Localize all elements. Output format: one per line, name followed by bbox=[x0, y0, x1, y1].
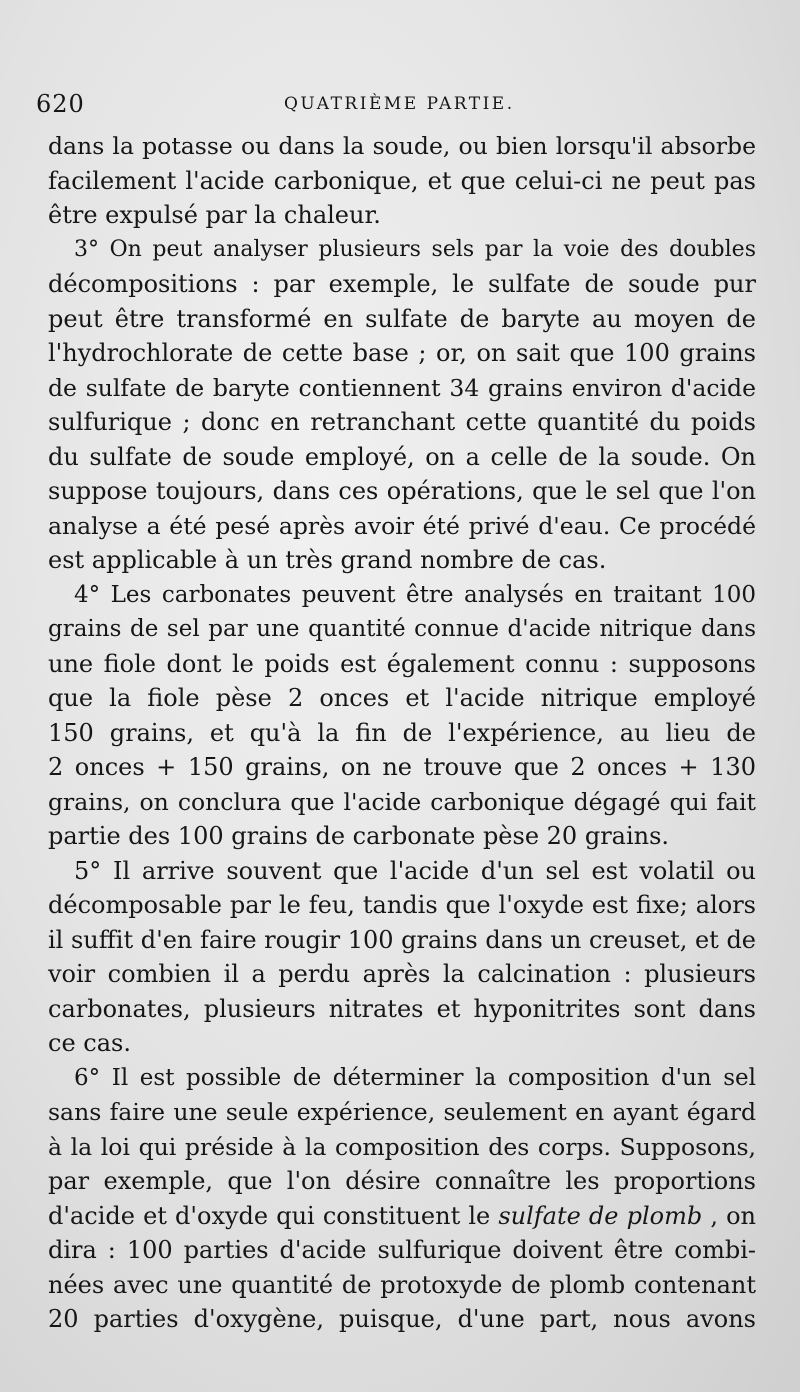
text-line: dans la potasse ou dans la soude, ou bien lorsqu'il absorbe bbox=[48, 132, 756, 160]
text-fragment: , on bbox=[710, 1201, 756, 1230]
text-line: partie des 100 grains de carbonate pèse 20 grains. bbox=[48, 822, 670, 850]
text-line: il suffit d'en faire rougir 100 grains dans un creuset, et de bbox=[48, 925, 757, 954]
paragraph-continuation bbox=[48, 129, 756, 233]
text-line: décompositions : par exemple, le sulfate de soude pur bbox=[48, 270, 756, 298]
text-line: être expulsé par la chaleur. bbox=[48, 201, 381, 229]
text-line: grains de sel par une quantité connue d'acide nitrique dans bbox=[48, 616, 756, 642]
text-line: voir combien il a perdu après la calcination : plusieurs bbox=[48, 960, 756, 988]
body-text bbox=[48, 129, 756, 1337]
text-line: facilement l'acide carbonique, et que celui-ci ne peut pas bbox=[48, 166, 756, 195]
italic-term: sulfate de plomb bbox=[498, 1201, 703, 1230]
text-line: ce cas. bbox=[48, 1029, 131, 1057]
text-line: 2 onces + 150 grains, on ne trouve que 2 onces + 130 bbox=[48, 753, 756, 781]
paragraph-6 bbox=[48, 1061, 756, 1337]
paragraph-5 bbox=[48, 854, 756, 1061]
paragraph-3 bbox=[48, 233, 756, 578]
text-fragment: d'acide et d'oxyde qui constituent le bbox=[48, 1201, 491, 1230]
text-line: 5° Il arrive souvent que l'acide d'un sel est volatil ou bbox=[74, 856, 756, 885]
text-line: 6° Il est possible de déterminer la composition d'un sel bbox=[74, 1064, 756, 1091]
text-line: de sulfate de baryte contiennent 34 grains environ d'acide bbox=[48, 373, 756, 402]
text-line: suppose toujours, dans ces opérations, que le sel que l'on bbox=[48, 477, 756, 505]
text-line: que la fiole pèse 2 onces et l'acide nitrique employé bbox=[48, 684, 756, 712]
text-line: est applicable à un très grand nombre de cas. bbox=[48, 546, 607, 574]
text-line: nées avec une quantité de protoxyde de plomb contenant bbox=[48, 1270, 756, 1299]
text-line bbox=[48, 1199, 756, 1234]
text-line: dira : 100 parties d'acide sulfurique doivent être combi- bbox=[48, 1236, 756, 1264]
text-line: sans faire une seule expérience, seulement en ayant égard bbox=[48, 1098, 756, 1126]
text-line: analyse a été pesé après avoir été privé d'eau. Ce procédé bbox=[48, 511, 756, 540]
text-line: 4° Les carbonates peuvent être analysés en traitant 100 bbox=[74, 581, 756, 608]
text-line: peut être transformé en sulfate de baryte au moyen de bbox=[48, 304, 756, 333]
text-line: 20 parties d'oxygène, puisque, d'une part, nous avons bbox=[48, 1305, 756, 1333]
text-line: 150 grains, et qu'à la fin de l'expérience, au lieu de bbox=[48, 718, 756, 747]
page-number: 620 bbox=[36, 90, 85, 118]
text-line: sulfurique ; donc en retranchant cette quantité du poids bbox=[48, 408, 756, 436]
running-title: QUATRIÈME PARTIE. bbox=[284, 94, 515, 114]
paragraph-4 bbox=[48, 578, 756, 854]
text-line: par exemple, que l'on désire connaître les proportions bbox=[48, 1167, 756, 1195]
text-line: du sulfate de soude employé, on a celle de la soude. On bbox=[48, 442, 756, 471]
text-line: grains, on conclura que l'acide carbonique dégagé qui fait bbox=[48, 787, 756, 816]
text-line: l'hydrochlorate de cette base ; or, on sait que 100 grains bbox=[48, 339, 756, 367]
text-line: décomposable par le feu, tandis que l'oxyde est fixe; alors bbox=[48, 891, 756, 919]
text-line: une fiole dont le poids est également connu : supposons bbox=[48, 649, 756, 678]
text-line: à la loi qui préside à la composition des corps. Supposons, bbox=[48, 1132, 756, 1161]
text-line: carbonates, plusieurs nitrates et hyponitrites sont dans bbox=[48, 994, 756, 1023]
text-line: 3° On peut analyser plusieurs sels par la voie des doubles bbox=[74, 236, 756, 262]
running-head bbox=[36, 90, 756, 120]
